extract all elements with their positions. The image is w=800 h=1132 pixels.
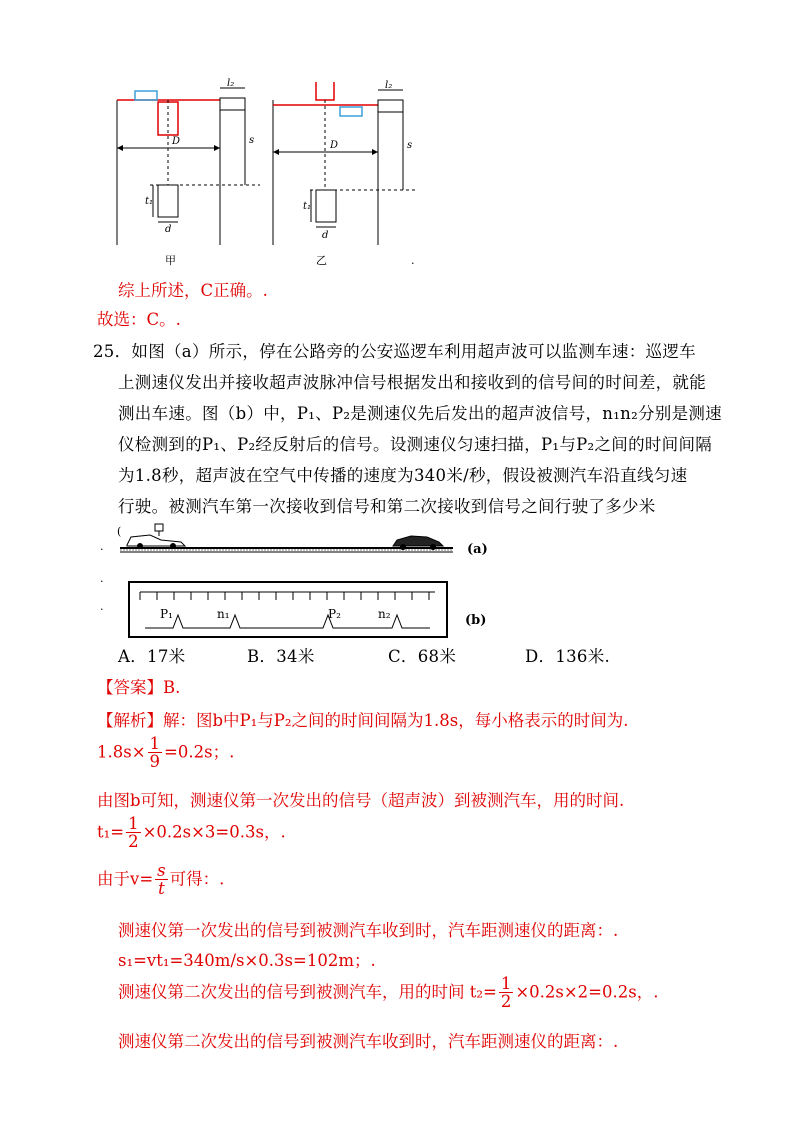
analysis-line-8: 测速仪第二次发出的信号到被测汽车，用的时间 t₂= $\frac{1}{2}$ ×0.2s×2=0.2s，. xyxy=(118,974,659,1012)
label-p2: P₂ xyxy=(328,607,341,621)
question-line-5: 为1.8秒，超声波在空气中传播的速度为340米/秒，假设被测汽车沿直线匀速 xyxy=(118,466,688,485)
figure-b xyxy=(129,582,447,637)
conclusion-text: 综上所述，C正确。. xyxy=(118,281,268,300)
top-diagram xyxy=(0,0,800,275)
label-D-jia: D xyxy=(172,136,181,147)
dot-2: . xyxy=(100,572,104,585)
question-line-6: 行驶。被测汽车第一次接收到信号和第二次接收到信号之间行驶了多少米 xyxy=(118,497,656,516)
label-n2: n₂ xyxy=(378,607,391,621)
fraction-1-2-b: $\frac{1}{2}$ xyxy=(500,974,512,1012)
analysis-line-9: 测速仪第二次发出的信号到被测汽车收到时，汽车距测速仪的距离：. xyxy=(118,1032,619,1051)
fraction-s-t: $\frac{s}{t}$ xyxy=(157,861,166,899)
figure-a-label: (a) xyxy=(467,542,488,557)
answer-text: 【答案】B. xyxy=(97,678,181,697)
analysis-text-1: 解：图b中P₁与P₂之间的时间间隔为1.8s，每小格表示的时间为. xyxy=(163,711,629,730)
label-s-jia: s xyxy=(249,135,255,146)
label-t1-jia: t₁ xyxy=(145,196,154,207)
diagram-yi xyxy=(273,80,415,245)
question-line-3: 测出车速。图（b）中，P₁、P₂是测速仪先后发出的超声波信号，n₁n₂分别是测速 xyxy=(118,404,722,423)
label-p1: P₁ xyxy=(160,607,173,621)
blue-car-box xyxy=(135,91,157,100)
label-s-yi: s xyxy=(407,140,413,151)
label-l2-yi: l₂ xyxy=(385,80,393,91)
question-line-4: 仪检测到的P₁、P₂经反射后的信号。设测速仪匀速扫描，P₁与P₂之间的时间间隔 xyxy=(118,435,713,454)
label-D-yi: D xyxy=(330,140,339,151)
analysis-line-1 xyxy=(97,707,628,731)
analysis-line-6: 测速仪第一次发出的信号到被测汽车收到时，汽车距测速仪的距离：. xyxy=(118,921,619,940)
stray-dot: . xyxy=(411,254,415,267)
analysis-line-4: t₁= $\frac{1}{2}$ ×0.2s×3=0.3s，. xyxy=(97,814,286,852)
svg-text:(: ( xyxy=(117,525,122,538)
option-a: A．17米 xyxy=(118,647,186,666)
analysis-line-2: 1.8s× $\frac{1}{9}$ =0.2s；. xyxy=(97,734,235,772)
option-c: C．68米 xyxy=(388,647,457,666)
question-line-2: 上测速仪发出并接收超声波脉冲信号根据发出和接收到的信号间的时间差，就能 xyxy=(118,373,706,392)
dot-1: . xyxy=(100,540,104,553)
label-t1-yi: t₁ xyxy=(303,201,312,212)
blue-car-box-yi xyxy=(340,107,362,116)
fraction-1-2: $\frac{1}{2}$ xyxy=(128,814,139,852)
option-b: B．34米 xyxy=(247,647,315,666)
patrol-car-icon xyxy=(117,524,185,549)
dot-3: . xyxy=(100,600,104,613)
analysis-label: 【解析】 xyxy=(97,711,163,730)
label-n1: n₁ xyxy=(217,607,230,621)
question-text-1: 如图（a）所示，停在公路旁的公安巡逻车利用超声波可以监测车速：巡逻车 xyxy=(131,342,696,361)
analysis-line-5: 由于v= $\frac{s}{t}$ 可得：. xyxy=(97,861,225,899)
question-figure xyxy=(95,520,515,645)
fraction-1-9: $\frac{1}{9}$ xyxy=(149,734,161,772)
figure-b-label: (b) xyxy=(465,613,487,628)
analysis-line-3: 由图b可知，测速仪第一次发出的信号（超声波）到被测汽车，用的时间. xyxy=(97,791,625,810)
question-number: 25． xyxy=(93,342,132,361)
label-d-jia: d xyxy=(165,224,172,235)
red-car-box-yi xyxy=(316,82,334,100)
label-l2-jia: l₂ xyxy=(227,78,235,89)
question-line-1 xyxy=(93,338,696,362)
option-d: D．136米. xyxy=(525,647,611,666)
label-d-yi: d xyxy=(322,230,329,241)
label-yi: 乙 xyxy=(316,254,327,267)
diagram-jia xyxy=(117,78,260,245)
analysis-line-7: s₁=vt₁=340m/s×0.3s=102m；. xyxy=(118,951,376,970)
choice-text: 故选：C。. xyxy=(97,310,181,329)
label-jia: 甲 xyxy=(165,254,176,267)
